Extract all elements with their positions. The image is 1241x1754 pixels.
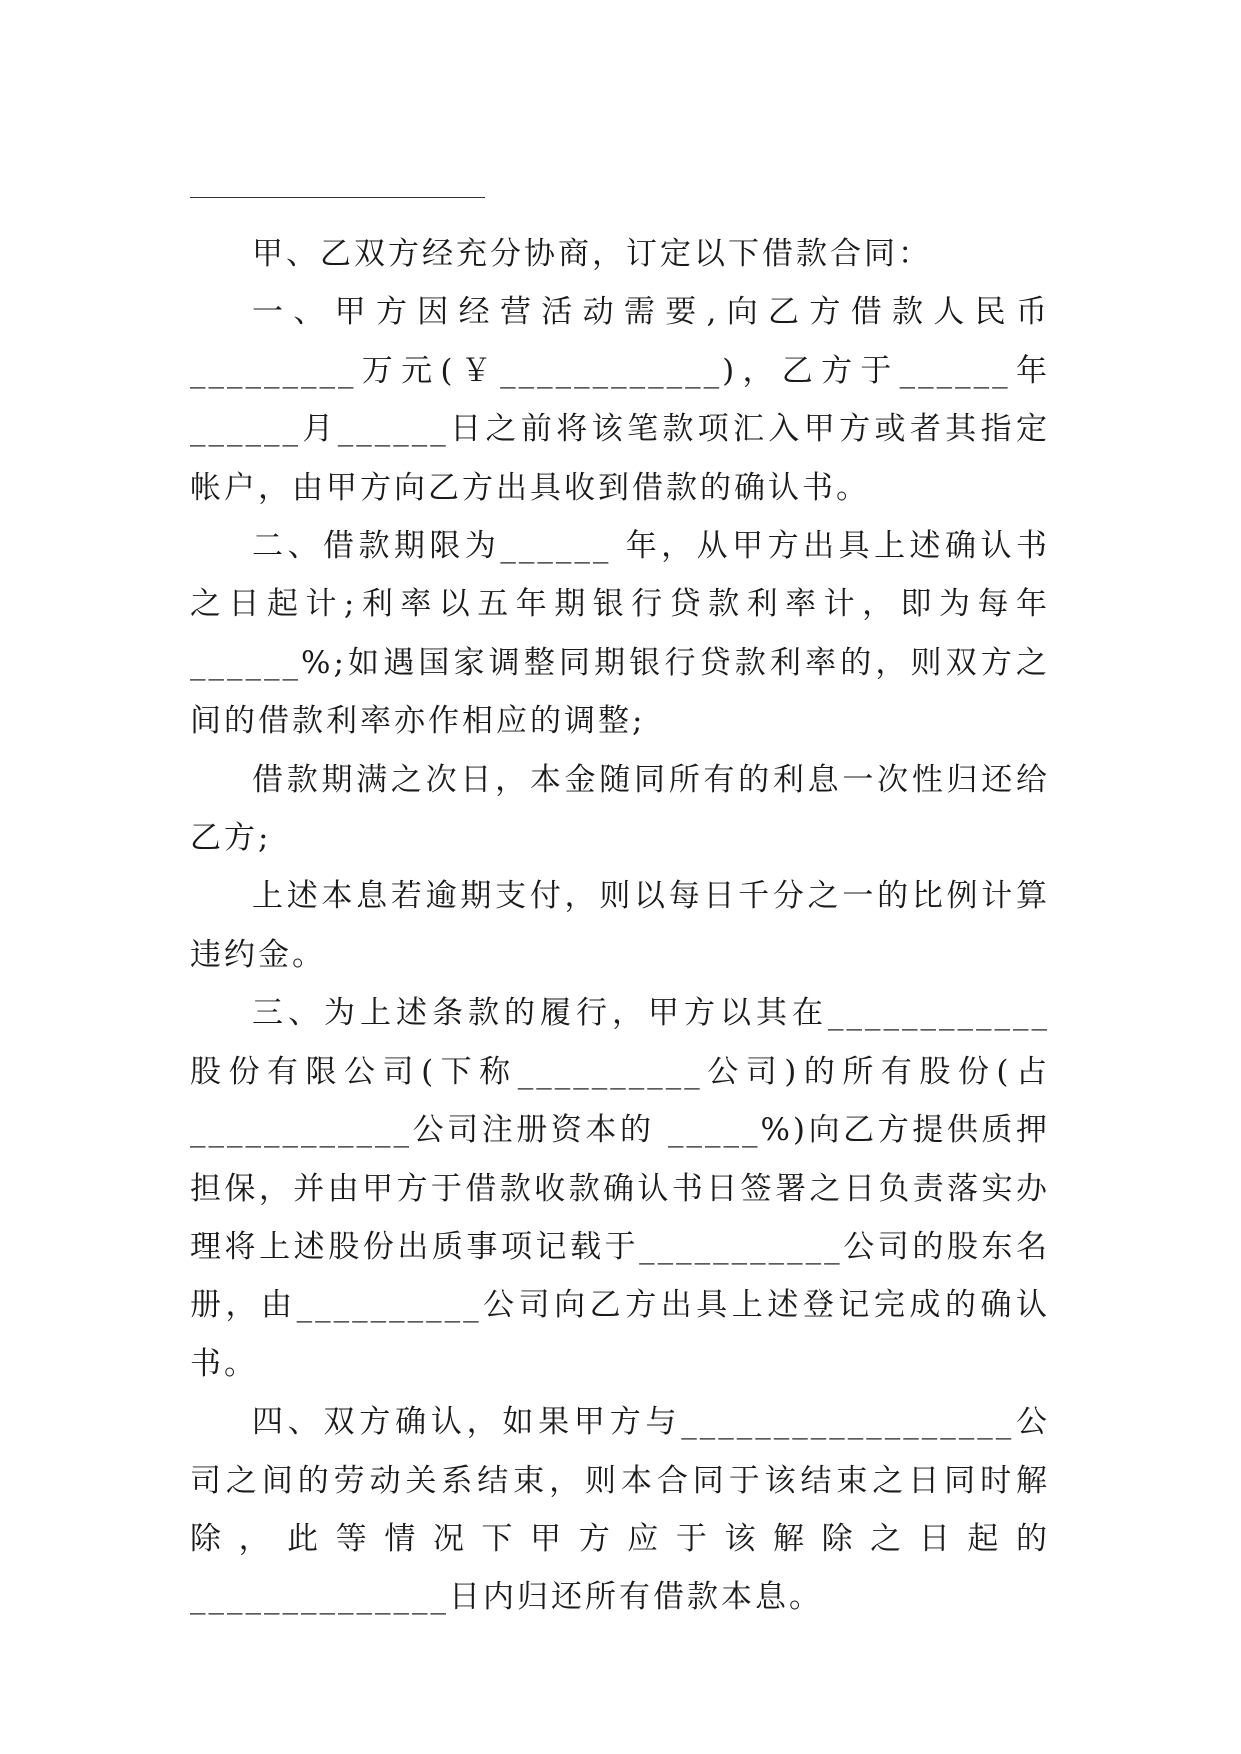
top-separator-line [190,197,485,198]
contract-body [190,225,1050,1627]
paragraph-clause-2: 二、借款期限为______ 年，从甲方出具上述确认书之日起计;利率以五年期银行贷款利率计，即为每年______%;如遇国家调整同期银行贷款利率的，则双方之间的借款利率亦作相应的调整; [190,528,1050,740]
paragraph-intro: 甲、乙双方经充分协商，订定以下借款合同： [252,236,932,272]
paragraph-maturity: 借款期满之次日，本金随同所有的利息一次性归还给乙方; [190,761,1050,857]
paragraph-penalty: 上述本息若逾期支付，则以每日千分之一的比例计算违约金。 [190,878,1050,973]
paragraph-clause-3: 三、为上述条款的履行，甲方以其在____________股份有限公司(下称__________公司)的所有股份(占____________公司注册资本的 _____%)向乙方提供质押担保，并由甲方于借款收款确认书日签署之日负责落实办理将上述股份出质事项记载于___________公司的股东名册，由__________公司向乙方出具上述登记完成的确认书。 [190,995,1050,1382]
paragraph-clause-4: 四、双方确认，如果甲方与__________________公司之间的劳动关系结束，则本合同于该结束之日同时解除，此等情况下甲方应于该解除之日起的______________日内归还所有借款本息。 [190,1404,1050,1616]
paragraph-clause-1: 一、甲方因经营活动需要,向乙方借款人民币_________万元(￥____________)，乙方于______年______月______日之前将该笔款项汇入甲方或者其指定帐户，由甲方向乙方出具收到借款的确认书。 [190,294,1050,506]
